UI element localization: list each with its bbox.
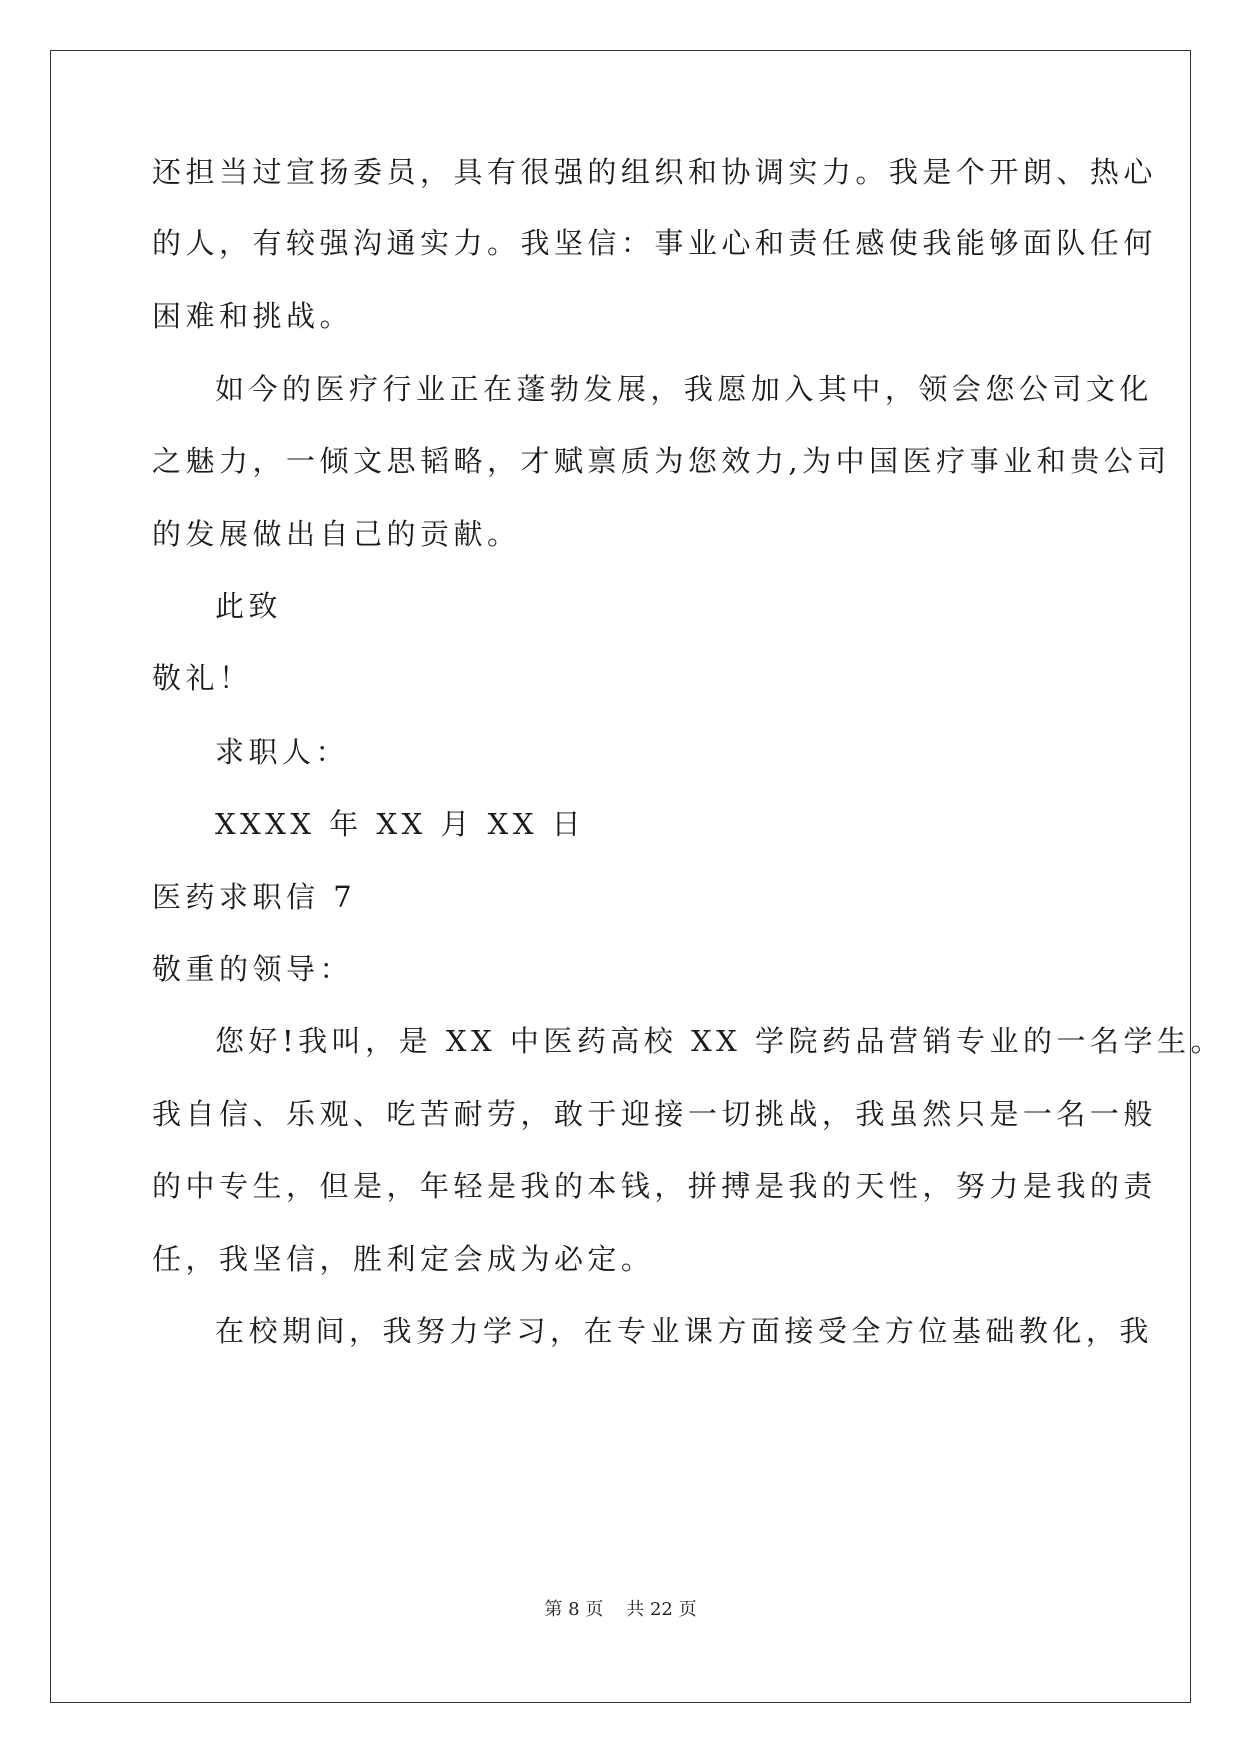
text-line: 任，我坚信，胜利定会成为必定。	[152, 1242, 655, 1276]
letter-title: 医药求职信 7	[152, 880, 357, 914]
page-total: 共 22 页	[626, 1599, 697, 1620]
closing-salutation: 此致	[215, 589, 282, 623]
page-footer	[0, 1598, 1241, 1622]
letter-greeting: 敬重的领导：	[152, 952, 353, 986]
text-line: 的发展做出自己的贡献。	[152, 517, 521, 551]
text-line: 困难和挑战。	[152, 299, 353, 333]
text-line: 之魅力，一倾文思韬略，才赋禀质为您效力,为中国医疗事业和贵公司	[152, 444, 1171, 478]
paragraph-start-line: 如今的医疗行业正在蓬勃发展，我愿加入其中，领会您公司文化	[215, 372, 1153, 406]
closing-regards: 敬礼！	[152, 661, 253, 695]
applicant-signature: 求职人：	[215, 735, 349, 769]
text-line: 的中专生，但是，年轻是我的本钱，拼搏是我的天性，努力是我的责	[152, 1169, 1157, 1203]
paragraph-start-line: 在校期间，我努力学习，在专业课方面接受全方位基础教化，我	[215, 1314, 1153, 1348]
page-number: 第 8 页	[544, 1599, 604, 1620]
text-line: 的人，有较强沟通实力。我坚信：事业心和责任感使我能够面队任何	[152, 226, 1157, 260]
paragraph-start-line: 您好!我叫，是 XX 中医药高校 XX 学院药品营销专业的一名学生。	[215, 1024, 1224, 1058]
text-line: 还担当过宣扬委员，具有很强的组织和协调实力。我是个开朗、热心	[152, 155, 1157, 189]
letter-date: XXXX 年 XX 月 XX 日	[215, 807, 586, 841]
text-line: 我自信、乐观、吃苦耐劳，敢于迎接一切挑战，我虽然只是一名一般	[152, 1097, 1157, 1131]
